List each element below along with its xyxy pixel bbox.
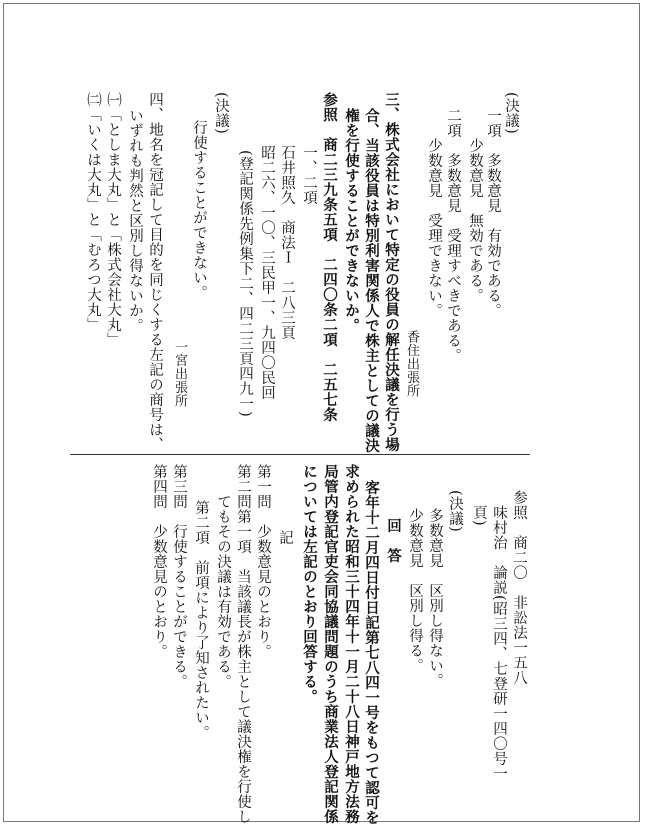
- reference-line: 参照 商二〇 非訟法一五八: [511, 490, 527, 685]
- citation-line: (登記関係先例集下二、四二三頁四九一): [237, 150, 253, 418]
- resolution-heading: (決議): [503, 92, 519, 135]
- text-column: 多数意見 区別し得ない。: [427, 508, 443, 688]
- resolution-heading: (決議): [213, 92, 229, 135]
- reply-text: 客年十二月四日付日記第七八四一号をもつて認可を: [363, 480, 380, 825]
- reply-text: 求められた昭和三十四年十一月二十八日神戸地方法務: [343, 464, 360, 824]
- text-column: 二項 多数意見 受理すべきである。: [445, 108, 461, 363]
- text-column: 権を行使することができないか。: [343, 108, 360, 333]
- text-column: 合、当該役員は特別利害関係人で株主としての議決: [363, 108, 380, 453]
- text-column: 一、二項: [301, 145, 317, 205]
- citation-line: 味村治 論説(昭三四、七登研一四〇号一: [491, 490, 507, 782]
- reply-text: については左記のとおり回答する。: [301, 464, 318, 704]
- branch-office-label: 香住出張所: [404, 330, 419, 398]
- question-3: 三、株式会社において特定の役員の解任決議を行う場: [383, 92, 400, 452]
- text-column: いずれも判然と区別し得ないか。: [127, 108, 143, 333]
- answer-line: 第一問 少数意見のとおり。: [255, 464, 271, 659]
- reply-heading: 回 答: [385, 518, 402, 563]
- text-column: 少数意見 無効である。: [467, 108, 483, 303]
- reference-line: 参照 商二三九条五項 二四〇条二項 二五七条: [321, 92, 338, 422]
- citation-line: 昭二六、一〇、三民甲一、九四〇民回: [259, 145, 275, 400]
- answer-line: 第二問第一項 当該議長が株主として議決権を行使し: [235, 464, 251, 824]
- text-column: 行使することができない。: [191, 120, 207, 300]
- section-divider: [70, 454, 530, 455]
- list-item: ㈠「としま大丸」と「株式会社大丸」: [105, 92, 121, 347]
- answer-line: 第四問 少数意見のとおり。: [151, 464, 167, 659]
- text-column: 少数意見 区別し得る。: [407, 508, 423, 673]
- answer-line: 第二項 前項により了知されたい。: [193, 500, 209, 740]
- text-column: 少数意見 受理できない。: [426, 108, 442, 318]
- answer-line: てもその決議は有効である。: [215, 464, 231, 689]
- citation-line: 頁): [471, 490, 487, 527]
- question-4: 四、地名を冠記して目的を同じくする左記の商号は、: [147, 92, 163, 452]
- branch-office-label: 一宮出張所: [172, 340, 187, 408]
- citation-line: 石井照久 商法Ｉ 二八三頁: [279, 145, 295, 340]
- ki-heading: 記: [277, 530, 293, 545]
- text-column: 一項 多数意見 有効である。: [485, 108, 501, 318]
- resolution-heading: (決議): [447, 490, 463, 533]
- reply-text: 局管内登記官吏会同協議問題のうち商業法人登記関係: [322, 464, 339, 824]
- list-item: ㈡「いくは大丸」と「むろつ大丸」: [85, 92, 101, 332]
- answer-line: 第三問 行使することができる。: [171, 464, 187, 689]
